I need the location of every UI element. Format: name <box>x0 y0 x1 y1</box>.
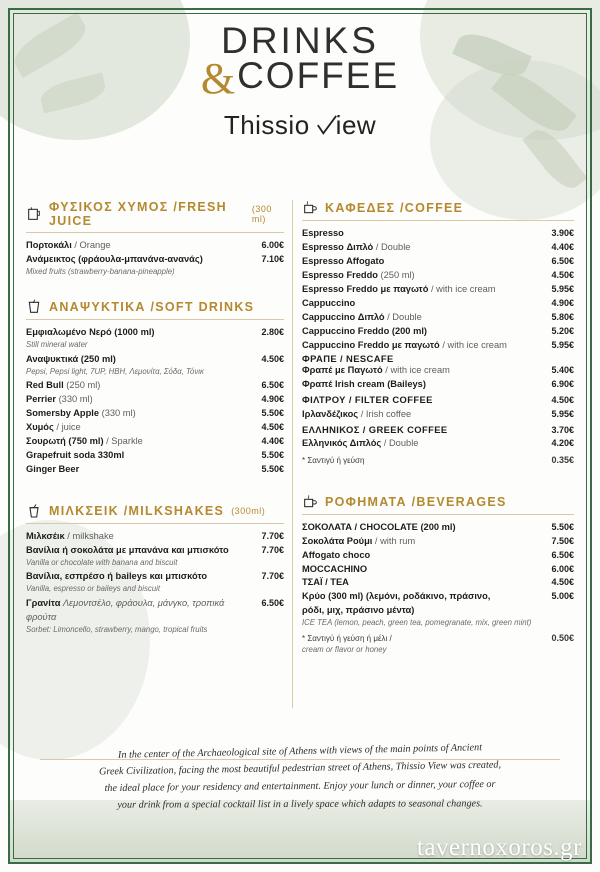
item-price: 4.90€ <box>261 394 284 405</box>
item-name-sub: / Orange <box>71 240 111 250</box>
footer-line-4: your drink from a special cocktail list in a lively space which adapts to seasonal changes. <box>117 798 483 811</box>
item-description: Mixed fruits (strawberry-banana-pineapple) <box>26 266 175 276</box>
item-name-main: Σουρωτή (750 ml) <box>26 436 104 447</box>
item-name <box>26 530 261 544</box>
section-soft-drinks <box>26 299 284 476</box>
menu-row <box>26 463 284 477</box>
menu-row <box>26 239 284 253</box>
menu-row <box>26 353 284 367</box>
menu-row <box>302 255 574 269</box>
menu-row <box>302 392 574 408</box>
item-name <box>26 393 261 407</box>
watermark: tavernoxoros.gr <box>416 834 582 861</box>
item-name-sub: (330 ml) <box>99 408 136 419</box>
section-title: ΚΑΦΕΔΕΣ /COFFEE <box>325 201 464 215</box>
menu-row <box>302 283 574 297</box>
section-title: ΦΥΣΙΚΟΣ ΧΥΜΟΣ /FRESH JUICE <box>49 200 227 228</box>
item-name-sub: (330 ml) <box>55 394 93 405</box>
title-drinks: DRINKS <box>221 20 379 61</box>
juice-glass-icon <box>26 206 42 222</box>
item-name-main: Βανίλια, εσπρέσο ή baileys και μπισκότο <box>26 571 208 582</box>
item-name <box>26 421 261 435</box>
item-name-sub: / Irish coffee <box>358 408 412 419</box>
brand-thissio: Thissio <box>223 110 310 141</box>
item-name <box>26 597 261 625</box>
item-description: ICE TEA (lemon, peach, green tea, pomegranate, mix, green mint) <box>302 618 532 628</box>
item-price: 3.90€ <box>551 228 574 238</box>
item-name-main: Σοκολάτα Ρούμι <box>302 535 373 546</box>
item-price: 0.50€ <box>551 632 574 643</box>
checkmark-icon <box>316 113 338 135</box>
item-price: 6.00€ <box>551 563 574 574</box>
section-subtitle: (300 ml) <box>251 204 272 224</box>
section-coffee <box>302 200 574 468</box>
item-name <box>302 283 551 297</box>
item-name: * Σαντιγύ ή γεύση <box>302 456 365 466</box>
item-name <box>26 239 261 253</box>
item-name <box>26 353 261 367</box>
section-beverages <box>302 494 574 656</box>
item-name <box>302 269 551 283</box>
menu-row <box>26 253 284 267</box>
item-name <box>26 435 261 449</box>
item-name-main: Φραπέ Irish cream (Baileys) <box>302 379 426 390</box>
item-name-main: ΣΟΚΟΛΑΤΑ / CHOCOLATE (200 ml) <box>302 521 456 532</box>
right-column <box>302 200 574 668</box>
item-name-main: Espresso Affogato <box>302 255 385 266</box>
brand-name <box>0 110 600 141</box>
menu-row <box>26 544 284 558</box>
item-name-main: Γρανίτα <box>26 597 61 608</box>
item-name-main: Χυμός <box>26 422 54 433</box>
menu-row <box>302 576 574 590</box>
item-name-sub: / with ice cream <box>382 365 450 376</box>
item-price: 4.50€ <box>551 395 574 406</box>
menu-row <box>302 521 574 535</box>
item-price: 5.00€ <box>551 591 574 602</box>
item-name-sub: / with ice cream <box>439 339 507 350</box>
item-name-main: Cappuccino Freddo με παγωτό <box>302 339 440 350</box>
section-header <box>26 200 284 233</box>
item-price: 5.40€ <box>551 365 574 376</box>
menu-row <box>26 393 284 407</box>
item-name-main: Perrier <box>26 394 56 405</box>
item-price: 4.90€ <box>551 297 574 308</box>
menu-row <box>302 269 574 283</box>
coffee-cup-icon <box>302 200 318 216</box>
item-name <box>26 449 261 463</box>
item-name <box>26 407 261 421</box>
menu-row-note <box>302 454 574 468</box>
menu-row <box>302 563 574 577</box>
menu-row <box>302 549 574 563</box>
footer-line-2: Greek Civilization, facing the most beautiful pedestrian street of Athens, Thissio View was created, <box>98 759 502 778</box>
subsection-frappe: ΦΡΑΠΕ / NESCAFE <box>302 353 394 365</box>
item-name <box>26 253 261 267</box>
item-name-sub: / juice <box>53 422 81 433</box>
item-description: Still mineral water <box>26 340 88 350</box>
subsection-greek: ΕΛΛΗΝΙΚΟΣ / GREEK COFFEE <box>302 423 448 435</box>
item-name-main: Αναψυκτικά (250 ml) <box>26 353 116 364</box>
item-price: 7.70€ <box>261 571 284 582</box>
item-name <box>26 379 261 393</box>
menu-row <box>302 408 574 422</box>
menu-row <box>302 325 574 339</box>
section-title: ΡΟΦΗΜΑΤΑ /BEVERAGES <box>325 494 507 509</box>
item-name <box>302 563 551 577</box>
item-name-main: Ανάμεικτος (φράουλα-μπανάνα-ανανάς) <box>26 253 203 264</box>
item-price: 5.20€ <box>551 325 574 336</box>
item-name <box>302 297 551 311</box>
item-name <box>302 590 551 604</box>
section-header <box>26 503 284 524</box>
menu-row-note <box>302 632 574 646</box>
ampersand: & <box>200 53 236 103</box>
item-name-main: Espresso <box>302 228 344 238</box>
item-name-main: Grapefruit soda 330ml <box>26 449 125 460</box>
title-coffee: COFFEE <box>237 54 400 96</box>
item-price: 5.95€ <box>551 283 574 294</box>
item-price: 6.00€ <box>261 240 284 250</box>
item-price: 5.95€ <box>551 408 574 419</box>
menu-row <box>302 590 574 604</box>
menu-row <box>26 421 284 435</box>
menu-row <box>302 437 574 451</box>
footer-line-3: the ideal place for your residency and entertainment. Enjoy your lunch or dinner, your coffee or <box>104 779 496 795</box>
item-name <box>302 549 551 563</box>
section-header <box>302 494 574 515</box>
item-price: 4.50€ <box>551 577 574 588</box>
menu-row <box>302 339 574 353</box>
item-name-main: Πορτοκάλι <box>26 240 72 250</box>
item-name-main: Εμφιαλωμένο Νερό (1000 ml) <box>26 327 155 338</box>
item-name-line2: ρόδι, μιχ, πράσινο μέντα) <box>302 605 415 616</box>
item-name <box>26 544 261 558</box>
item-name <box>302 325 551 339</box>
item-description: Pepsi, Pepsi light, 7UP, HBH, Λεμονίτα, Σόδα, Τόνικ <box>26 366 204 376</box>
section-milkshakes <box>26 503 284 635</box>
item-name <box>26 463 261 477</box>
item-description: Vanilla, espresso or baileys and biscuit <box>26 584 161 594</box>
menu-row <box>26 379 284 393</box>
item-name-main: Ιρλανδέζικος <box>302 408 359 419</box>
item-name-sub: (250 ml) <box>377 269 415 280</box>
item-name-main: Red Bull <box>26 380 64 391</box>
soda-glass-icon <box>26 299 42 315</box>
item-name-main: Cappuccino Διπλό <box>302 311 385 322</box>
item-name <box>302 535 551 549</box>
menu-header <box>0 22 600 141</box>
title-coffee-row <box>0 53 600 103</box>
item-name-main: Somersby Apple <box>26 408 100 419</box>
item-price: 6.90€ <box>551 379 574 390</box>
item-name-sub: / milkshake <box>64 530 114 541</box>
beverage-cup-icon <box>302 494 318 510</box>
item-price: 5.80€ <box>551 311 574 322</box>
menu-row <box>26 326 284 340</box>
menu-row <box>302 604 574 618</box>
item-name-sub: / Sparkle <box>103 436 143 447</box>
item-name-main: Affogato choco <box>302 549 371 560</box>
item-name-main: Espresso Freddo <box>302 269 378 280</box>
item-name-main: Κρύο (300 ml) (λεμόνι, ροδάκινο, πράσινο, <box>302 591 491 602</box>
item-name <box>302 339 551 353</box>
item-name <box>26 326 261 340</box>
footer-text <box>30 743 570 814</box>
item-price: 5.50€ <box>551 521 574 532</box>
item-name <box>302 364 551 378</box>
item-price: 7.10€ <box>261 253 284 264</box>
item-price: 6.50€ <box>261 597 284 608</box>
menu-row <box>26 435 284 449</box>
item-name <box>26 570 261 584</box>
left-column <box>26 200 284 647</box>
item-name-main: MOCCACHINO <box>302 563 368 574</box>
subsection-filter: ΦΙΛΤΡΟΥ / FILTER COFFEE <box>302 394 433 406</box>
item-name-sub: / Double <box>384 311 422 322</box>
menu-row <box>302 535 574 549</box>
item-price: 5.50€ <box>261 408 284 419</box>
brand-view: iew <box>335 110 377 141</box>
item-name-main: Φραπέ με Παγωτό <box>302 365 383 376</box>
section-subtitle: (300ml) <box>231 505 266 516</box>
item-price: 7.70€ <box>261 530 284 541</box>
item-name-sub: (250 ml) <box>63 380 101 391</box>
section-header <box>26 299 284 320</box>
menu-row <box>26 570 284 584</box>
menu-row <box>302 311 574 325</box>
item-description: Vanilla or chocolate with banana and biscuit <box>26 557 178 567</box>
item-name-sub: / Double <box>373 241 411 252</box>
item-name <box>302 576 551 590</box>
item-price: 2.80€ <box>261 327 284 338</box>
item-price: 4.50€ <box>551 269 574 280</box>
item-name-main: Cappuccino <box>302 297 356 308</box>
section-fresh-juice <box>26 200 284 277</box>
item-price: 7.50€ <box>551 535 574 546</box>
item-name-main: ΤΣΑΪ / TEA <box>302 577 349 588</box>
item-name: * Σαντιγύ ή γεύση ή μέλι / <box>302 633 392 643</box>
item-name <box>302 241 551 255</box>
section-title: ΑΝΑΨΥΚΤΙΚΑ /SOFT DRINKS <box>49 300 255 315</box>
item-name-main: Ελληνικός Διπλός <box>302 438 382 449</box>
section-title: ΜΙΛΚΣΕΙΚ /MILKSHAKES <box>49 503 225 518</box>
item-description: cream or flavor or honey <box>302 645 387 655</box>
item-price: 7.70€ <box>261 544 284 555</box>
item-price: 4.50€ <box>261 422 284 433</box>
item-price: 6.50€ <box>261 380 284 391</box>
item-name <box>302 378 551 392</box>
menu-row <box>302 422 574 438</box>
item-price: 4.50€ <box>261 353 284 364</box>
item-name-sub: / with ice cream <box>428 283 496 294</box>
menu-row <box>26 530 284 544</box>
menu-row <box>302 241 574 255</box>
item-price: 4.20€ <box>551 438 574 449</box>
item-name-sub: Λεμοντσέλο, φράουλα, μάνγκο, τροπικά φρούτα <box>26 597 225 622</box>
item-name-sub: / Double <box>381 438 419 449</box>
item-name-main: Cappuccino Freddo (200 ml) <box>302 325 428 336</box>
item-name <box>302 311 551 325</box>
item-name <box>302 437 551 451</box>
menu-row <box>302 364 574 378</box>
footer-line-1: In the center of the Archaeological site of Athens with views of the main points of Ancient <box>117 741 483 761</box>
item-price: 3.70€ <box>551 424 574 435</box>
milkshake-icon <box>26 503 42 519</box>
item-name-sub: / with rum <box>372 535 416 546</box>
item-price: 6.50€ <box>551 255 574 266</box>
item-name <box>302 408 551 422</box>
menu-row <box>302 297 574 311</box>
menu-row <box>26 407 284 421</box>
item-name-main: Βανίλια ή σοκολάτα με μπανάνα και μπισκότο <box>26 544 229 555</box>
menu-row <box>26 449 284 463</box>
item-name-main: Μιλκσέικ <box>26 530 65 541</box>
item-name <box>302 255 551 269</box>
item-name <box>302 227 551 241</box>
item-price: 5.50€ <box>261 463 284 474</box>
item-price: 4.40€ <box>551 241 574 252</box>
section-header <box>302 200 574 221</box>
item-price: 5.50€ <box>261 449 284 460</box>
item-price: 0.35€ <box>551 455 574 466</box>
item-price: 6.50€ <box>551 549 574 560</box>
item-name-main: Ginger Beer <box>26 463 80 474</box>
item-name-main: Espresso Διπλό <box>302 241 374 252</box>
item-description: Sorbet: Limoncello, strawberry, mango, tropical fruits <box>26 624 208 634</box>
item-name-main: Espresso Freddo με παγωτό <box>302 283 429 294</box>
item-name <box>302 521 551 535</box>
column-divider <box>292 200 293 708</box>
item-price: 5.95€ <box>551 339 574 350</box>
menu-row <box>26 597 284 625</box>
item-price: 4.40€ <box>261 436 284 447</box>
menu-row <box>302 227 574 241</box>
menu-row <box>302 378 574 392</box>
